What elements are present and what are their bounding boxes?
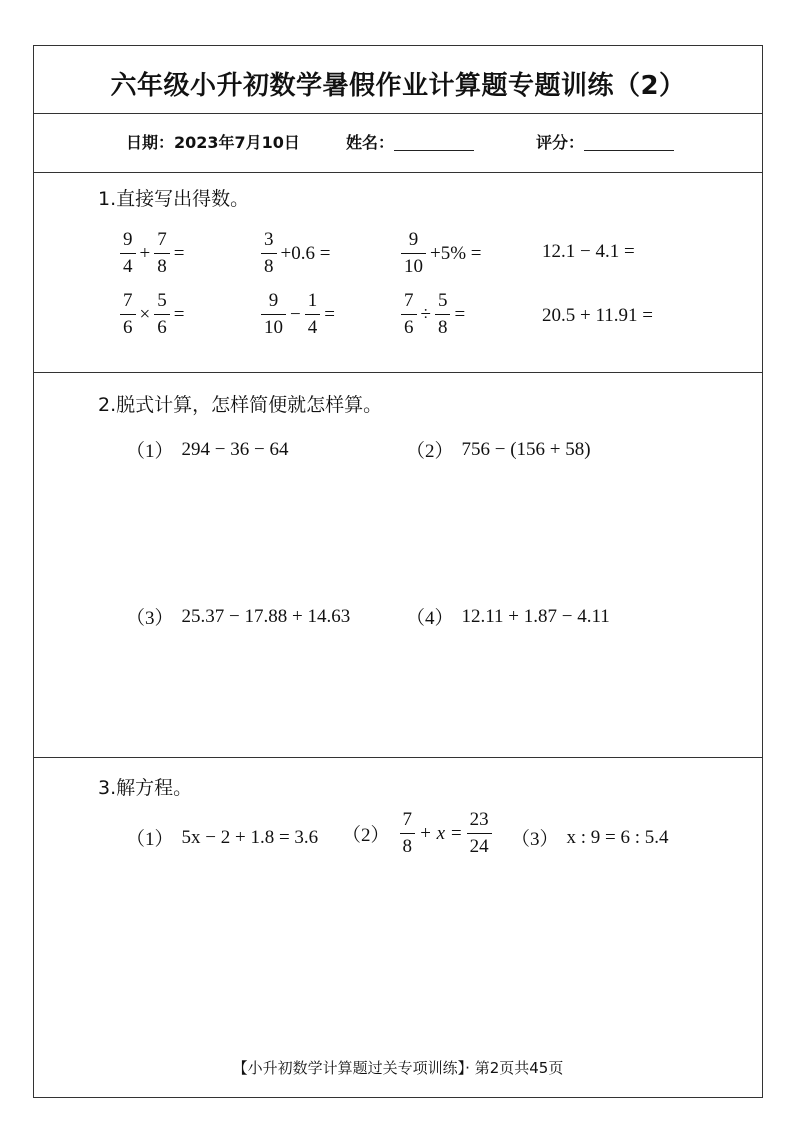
problem-1-6: 9 10 − $\frac{1}{4}$ = bbox=[259, 290, 337, 339]
page-title: 六年级小升初数学暑假作业计算题专题训练（2） bbox=[110, 71, 686, 101]
problem-1-8: 20.5 + 11.91 = bbox=[542, 305, 653, 326]
problem-1-5: $\frac{7}{6}$ × $\frac{5}{6}$ = bbox=[118, 290, 186, 339]
divider bbox=[34, 372, 762, 373]
bottom-border bbox=[34, 1097, 762, 1098]
section1-heading: 1.直接写出得数。 bbox=[98, 188, 250, 210]
date-label: 日期：2023年7月10日 bbox=[126, 133, 300, 152]
problem-3-3: （3） x : 9 = 6 : 5.4 bbox=[511, 826, 669, 850]
problem-2-4: （4） 12.11 + 1.87 − 4.11 bbox=[406, 605, 610, 629]
score-label: 评分： bbox=[536, 133, 585, 152]
section2-heading: 2.脱式计算，怎样简便就怎样算。 bbox=[98, 394, 383, 416]
problem-1-4: 12.1 − 4.1 = bbox=[542, 241, 635, 262]
name-field bbox=[346, 130, 474, 153]
problem-1-1: 9 4 + $\frac{7}{8}$ = bbox=[118, 229, 186, 278]
problem-1-7: $\frac{7}{6}$ ÷ $\frac{5}{8}$ = bbox=[399, 290, 467, 339]
section3-heading: 3.解方程。 bbox=[98, 777, 193, 799]
problem-3-2: （2） 7 8 + x = $\frac{23}{24}$ bbox=[342, 809, 494, 858]
page-footer: 【小升初数学计算题过关专项训练】· 第2页共45页 bbox=[232, 1059, 564, 1077]
top-border bbox=[34, 45, 762, 46]
problem-2-3: （3） 25.37 − 17.88 + 14.63 bbox=[126, 605, 351, 629]
score-blank[interactable] bbox=[584, 134, 674, 151]
score-field bbox=[536, 130, 674, 153]
problem-3-1: （1） 5x − 2 + 1.8 = 3.6 bbox=[126, 826, 319, 850]
divider bbox=[34, 757, 762, 758]
worksheet-frame bbox=[33, 45, 763, 1098]
problem-2-1: （1） 294 − 36 − 64 bbox=[126, 438, 289, 462]
problem-1-2: 3 8 +0.6 = bbox=[259, 229, 332, 278]
name-label: 姓名： bbox=[346, 133, 395, 152]
divider bbox=[34, 172, 762, 173]
divider bbox=[34, 113, 762, 114]
name-blank[interactable] bbox=[394, 134, 474, 151]
problem-2-2: （2） 756 − (156 + 58) bbox=[406, 438, 591, 462]
problem-1-3: 9 10 +5% = bbox=[399, 229, 484, 278]
